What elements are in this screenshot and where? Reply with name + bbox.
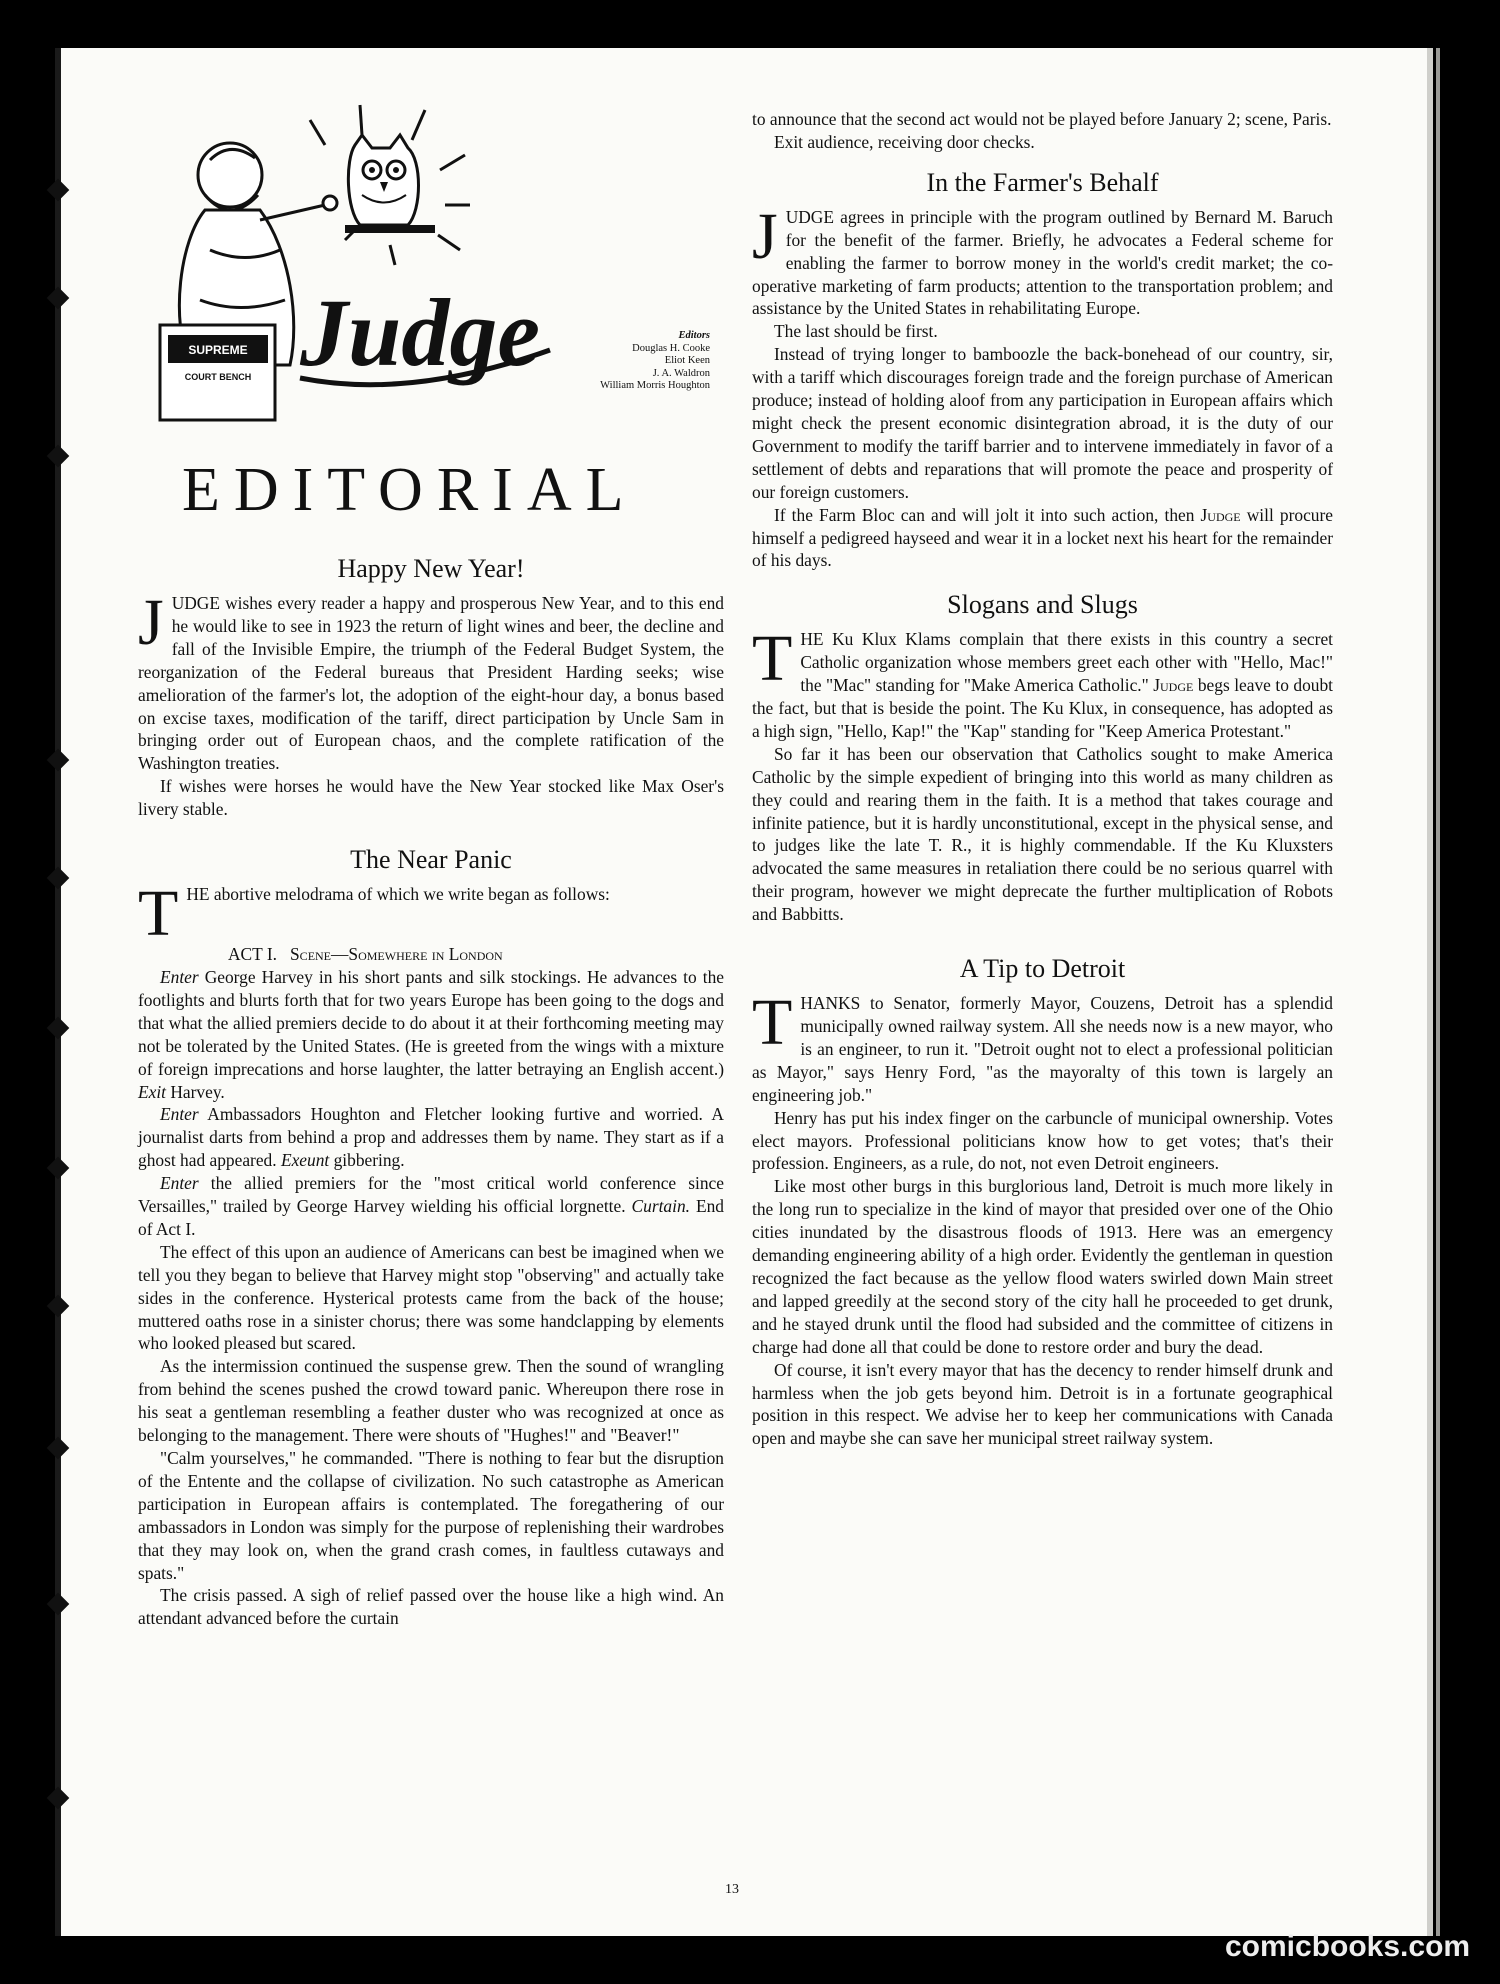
editors-credit — [510, 330, 710, 393]
section-heading: A Tip to Detroit — [959, 954, 1126, 984]
paragraph-text: End of Act I. — [138, 1196, 724, 1239]
paragraph-text: Ambassadors Houghton and Fletcher looking furtive and worried. A journalist darts from behind a prop and addresses them by name. They start as if a ghost had appeared. — [138, 1104, 724, 1171]
drop-cap: J — [138, 586, 164, 659]
paragraph-text: will procure himself a pedigreed hayseed and wear it in a locket next his heart for the remainder of his days. — [752, 504, 1333, 571]
paragraph-text: HANKS to Senator, formerly Mayor, Couzens, Detroit has a splendid municipally owned railway system. All she needs now is a new mayor, who is an engineer, to run it. "Detroit ought not to elect a professional politician as Mayor," says Henry Ford, "as the mayoralty of this town is largely an engineering job." — [752, 993, 1333, 1105]
page-number: 13 — [725, 1882, 739, 1897]
drop-cap: T — [138, 877, 179, 951]
right-column — [752, 108, 1333, 1450]
page-binding — [55, 48, 61, 1936]
article-paragraph — [138, 586, 724, 775]
paragraph-text: UDGE agrees in principle with the program outlined by Bernard M. Baruch for the benefit of the farmer. Briefly, he advocates a Federal scheme for enabling the farmer to borrow money in the world's credit market; the co-operative marketing of farm products; attention to the transportation problem; and assistance by the United States in rehabilitating Europe. — [752, 206, 1333, 319]
editor-name: J. A. Waldron — [652, 367, 710, 379]
owl-drawing — [345, 135, 435, 233]
paragraph-text: George Harvey in his short pants and silk stockings. He advances to the footlights and blurts forth that for two years Europe has been going to the dogs and that what the allied premiers decide to do about it at their forthcoming meeting may not be tolerated by the United States. (He is greeted from the wings with a mixture of foreign imprecations and horse laughter, the latter betraying an English accent.) — [138, 966, 724, 1079]
paragraph-text: the allied premiers for the "most critical world conference since Versailles," trailed by George Harvey wielding his official lorgnette. — [138, 1173, 724, 1217]
article-paragraph — [752, 622, 1333, 743]
drop-cap: T — [752, 622, 793, 696]
section-heading: In the Farmer's Behalf — [926, 167, 1159, 197]
supreme-court-bench-drawing — [160, 325, 275, 420]
act-heading — [138, 943, 724, 966]
editor-name: Douglas H. Cooke — [632, 342, 710, 354]
article-paragraph: As the intermission continued the suspense grew. Then the sound of wrangling from behind the scenes pushed the crowd toward panic. Whereupon there rose in his seat a gentleman resembling a feather duster who was recognized at once as belonging to the management. There were shouts of "Hughes!" and "Beaver!" — [138, 1356, 724, 1446]
judge-logo-text: Judge — [300, 279, 540, 386]
article-paragraph: The crisis passed. A sigh of relief passed over the house like a high wind. An attendant advanced before the curtain — [138, 1585, 724, 1629]
article-paragraph: "Calm yourselves," he commanded. "There is nothing to fear but the disruption of the Entente and the collapse of civilization. No such catastrophe as American participation in European affairs is contemplated. The foregathering of our ambassadors in London was simply for the purpose of replenishing their wardrobes that they may look on, when the grand crash comes, in faultless cutaways and spats." — [138, 1448, 724, 1583]
article-paragraph: If wishes were horses he would have the New Year stocked like Max Oser's livery stable. — [138, 776, 724, 820]
judge-smallcaps: Judge — [1153, 675, 1194, 696]
article-paragraph — [752, 504, 1333, 573]
drop-cap: T — [752, 986, 793, 1060]
act-scene: Scene—Somewhere in London — [290, 944, 503, 965]
article-paragraph — [138, 1172, 724, 1241]
editor-name: Eliot Keen — [664, 355, 710, 366]
judge-smallcaps: Judge — [1200, 504, 1241, 525]
judge-masthead-illustration — [150, 100, 570, 430]
article-paragraph: to announce that the second act would not be played before January 2; scene, Paris. — [752, 109, 1332, 129]
act-label: ACT I. — [228, 944, 277, 965]
page-edge — [1436, 48, 1440, 1936]
article-paragraph: The last should be first. — [774, 321, 938, 342]
section-heading: Slogans and Slugs — [947, 590, 1138, 620]
article-paragraph — [752, 199, 1333, 321]
section-heading: Happy New Year! — [337, 554, 525, 583]
article-paragraph — [138, 1103, 724, 1172]
stage-direction: Curtain. — [631, 1196, 690, 1217]
article-paragraph: Instead of trying longer to bamboozle the back-bonehead of our country, sir, with a tariff which discourages foreign trade and the foreign purchase of American produce; instead of holding aloof from any participation in European affairs which might check the present economic disintegration abroad, it is the duty of our Government to modify the tariff barrier and to intervene immediately in favor of a settlement of debts and reparations that will promote the peace and prosperity of our foreign customers. — [752, 344, 1333, 502]
article-paragraph: Like most other burgs in this burglorious land, Detroit is much more likely in the long run to specialize in the kind of mayor that presided over one of the Ohio cities inundated by the disastrous floods of 1913. Here was an emergency demanding engineering ability of a high order. Evidently the gentleman in question recognized the fact because as the yellow flood waters swirled down Main street and lapped greedily at the second story of the city hall he proceeded to get drunk, and he stayed drunk until the flood had subsided and the committee of citizens in charge had done all that could be done to restore order and bury the dead. — [752, 1176, 1333, 1357]
drop-cap: J — [752, 199, 778, 273]
paragraph-text: If the Farm Bloc can and will jolt it into such action, then — [774, 504, 1201, 525]
article-paragraph — [752, 986, 1333, 1107]
section-heading: The Near Panic — [350, 845, 512, 875]
watermark: comicbooks.com — [1225, 1930, 1471, 1963]
paragraph-text: HE Ku Klux Klams complain that there exists in this country a secret Catholic organization whose members greet each other with "Hello, Mac!" the "Mac" standing for "Make America Catholic." — [800, 629, 1333, 696]
stage-direction: Exeunt — [280, 1150, 330, 1171]
article-paragraph: Henry has put his index finger on the carbuncle of municipal ownership. Votes elect mayors. Professional politicians know how to get votes; that's their profession. Engineers, as a rule, do not, not even Detroit engineers. — [752, 1107, 1333, 1174]
stage-direction: Enter — [160, 966, 199, 987]
paragraph-text: begs leave to doubt the fact, but that is beside the point. The Ku Klux, in consequence, has adopted as a high sign, "Hello, Kap!" the "Kap" standing for "Keep America Protestant." — [752, 675, 1333, 741]
article-paragraph — [138, 966, 724, 1103]
editor-name: William Morris Houghton — [600, 380, 710, 391]
paragraph-text: gibbering. — [329, 1150, 405, 1171]
page-title: EDITORIAL — [182, 456, 638, 524]
article-paragraph: The effect of this upon an audience of Americans can best be imagined when we tell you they began to believe that Harvey might stop "observing" and actually take sides in the conference. Hysterical protests came from the back of the house; muttered oaths rose in a sinister chorus; there was some handclapping by elements who looked pleased but scared. — [138, 1241, 724, 1354]
left-column — [138, 540, 724, 1630]
article-paragraph: Exit audience, receiving door checks. — [774, 131, 1035, 152]
article-paragraph: So far it has been our observation that Catholics sought to make America Catholic by the simple expedient of bringing into this world as many children as they could and rearing them in the faith. It is a method that takes courage and infinite patience, but it is hardly unconstitutional, except in the physical sense, and to judges like the late T. R., it is highly commendable. If the Ku Kluxsters advocated the same measures in retaliation there could be no serious quarrel with their program, however we might deprecate the further multiplication of Robots and Babbitts. — [752, 743, 1333, 925]
svg-text:COURT BENCH: COURT BENCH — [184, 372, 252, 382]
paragraph-text: HE abortive melodrama of which we write began as follows: — [186, 884, 610, 905]
svg-text:SUPREME: SUPREME — [188, 343, 248, 357]
editors-label: Editors — [678, 330, 710, 341]
stage-direction: Enter — [160, 1173, 199, 1194]
article-paragraph — [138, 877, 724, 951]
page-edge — [1427, 48, 1433, 1936]
stage-direction: Exit — [138, 1081, 167, 1102]
article-paragraph: Of course, it isn't every mayor that has the decency to render himself drunk and harmless when the job gets beyond him. Detroit is in a fortunate geographical position in this respect. We advise her to keep her communications with Canada open and maybe she can save her municipal street railway system. — [752, 1359, 1333, 1449]
paragraph-text: Harvey. — [166, 1081, 225, 1102]
stage-direction: Enter — [160, 1104, 199, 1125]
paragraph-text: UDGE wishes every reader a happy and prosperous New Year, and to this end he would like to see in 1923 the return of light wines and beer, the decline and fall of the Invisible Empire, the triumph of the Federal Budget System, the reorganization of the Federal bureaus that President Harding seeks; wise amelioration of the farmer's lot, the adoption of the eight-hour day, a bonus based on excise taxes, modification of the tariff, direct participation by Uncle Sam in bringing order out of European chaos, and the complete ratification of the Washington treaties. — [138, 593, 724, 774]
